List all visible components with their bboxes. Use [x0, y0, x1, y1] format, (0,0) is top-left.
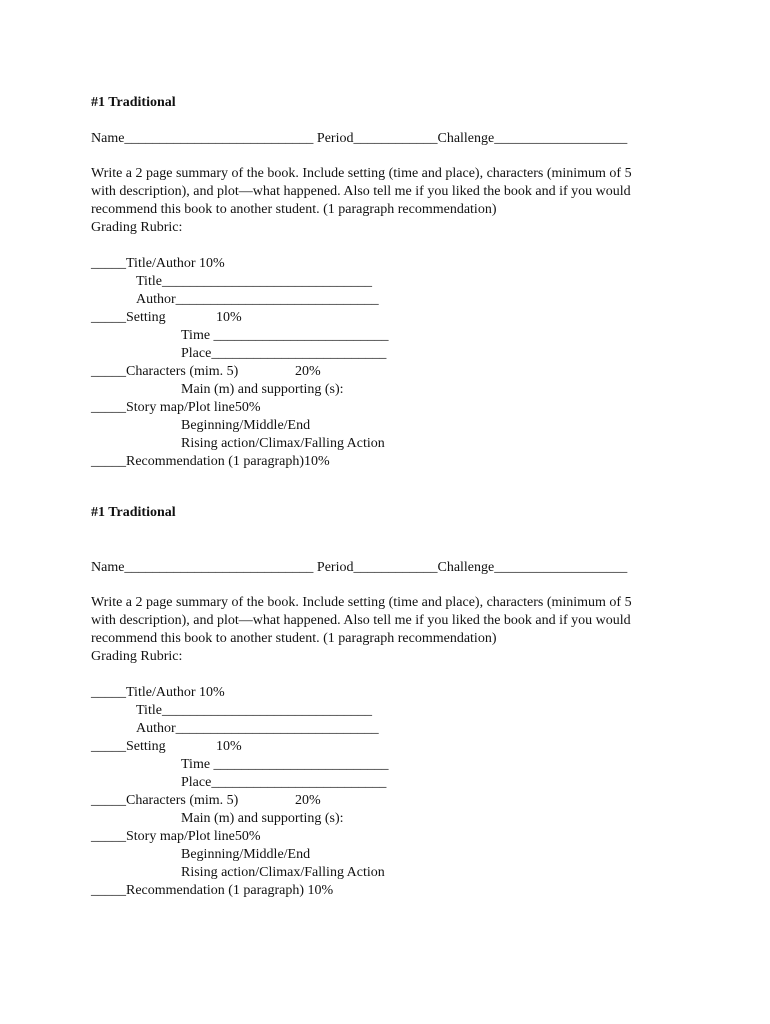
- characters-label: _____Characters (mim. 5): [91, 364, 239, 379]
- rubric-setting: [91, 309, 691, 327]
- place-field: Place_________________________: [181, 346, 387, 361]
- section-heading: #1 Traditional: [91, 95, 176, 110]
- rubric-story-map: _____Story map/Plot line50%: [91, 400, 261, 415]
- setting-percent: 10%: [216, 739, 242, 754]
- rubric-title-author: _____Title/Author 10%: [91, 685, 225, 700]
- time-field: Time _________________________: [181, 757, 389, 772]
- title-field: Title______________________________: [136, 703, 372, 718]
- name-period-challenge-line: Name___________________________ Period____________Challenge___________________: [91, 131, 628, 146]
- rubric-story-map: _____Story map/Plot line50%: [91, 829, 261, 844]
- instructions-paragraph: Write a 2 page summary of the book. Include setting (time and place), characters (minimum of 5 with description), and plot—what happened. Also tell me if you liked the book and if you would recommend this book to another student. (1 paragraph recommendation): [91, 595, 632, 646]
- rising-climax-falling: Rising action/Climax/Falling Action: [181, 865, 385, 880]
- characters-percent: 20%: [295, 364, 321, 379]
- characters-label: _____Characters (mim. 5): [91, 793, 239, 808]
- main-supporting-label: Main (m) and supporting (s):: [181, 382, 344, 397]
- rubric-setting: [91, 738, 691, 756]
- name-period-challenge-line: Name___________________________ Period____________Challenge___________________: [91, 560, 628, 575]
- spacer: [91, 666, 691, 684]
- title-field: Title______________________________: [136, 274, 372, 289]
- characters-percent: 20%: [295, 793, 321, 808]
- author-field: Author_____________________________: [136, 292, 379, 307]
- setting-label: _____Setting: [91, 739, 166, 754]
- main-supporting-label: Main (m) and supporting (s):: [181, 811, 344, 826]
- beginning-middle-end: Beginning/Middle/End: [181, 418, 311, 433]
- rubric-title-author: _____Title/Author 10%: [91, 256, 225, 271]
- instructions-paragraph: Write a 2 page summary of the book. Include setting (time and place), characters (minimum of 5 with description), and plot—what happened. Also tell me if you liked the book and if you would recommend this book to another student. (1 paragraph recommendation): [91, 166, 632, 217]
- rubric-recommendation: _____Recommendation (1 paragraph)10%: [91, 454, 330, 469]
- rubric-characters: [91, 792, 691, 810]
- setting-label: _____Setting: [91, 310, 166, 325]
- time-field: Time _________________________: [181, 328, 389, 343]
- rubric-recommendation: _____Recommendation (1 paragraph) 10%: [91, 883, 334, 898]
- grading-rubric-label: Grading Rubric:: [91, 220, 183, 235]
- assignment-section-2: [91, 504, 691, 900]
- rubric-characters: [91, 363, 691, 381]
- spacer: [91, 237, 691, 255]
- grading-rubric-label: Grading Rubric:: [91, 649, 183, 664]
- rising-climax-falling: Rising action/Climax/Falling Action: [181, 436, 385, 451]
- assignment-section-1: [91, 94, 691, 471]
- section-heading: #1 Traditional: [91, 505, 176, 520]
- author-field: Author_____________________________: [136, 721, 379, 736]
- setting-percent: 10%: [216, 310, 242, 325]
- beginning-middle-end: Beginning/Middle/End: [181, 847, 311, 862]
- place-field: Place_________________________: [181, 775, 387, 790]
